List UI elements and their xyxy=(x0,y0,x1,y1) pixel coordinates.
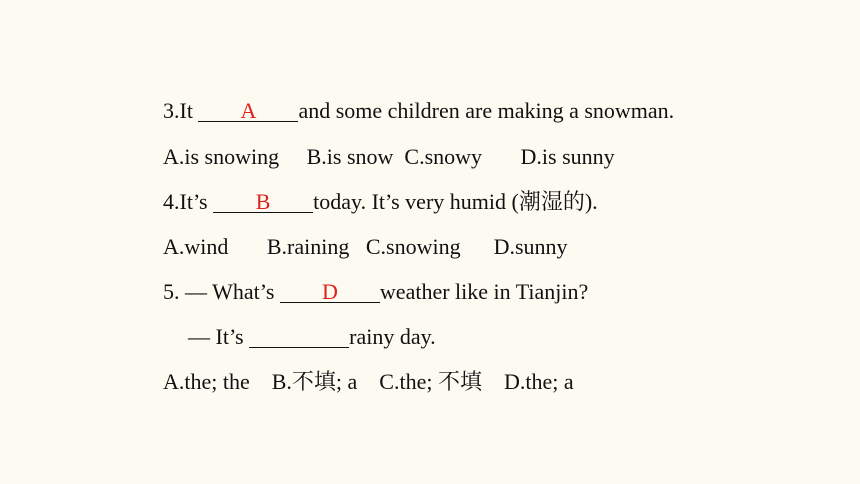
question-5-blank xyxy=(280,280,380,303)
question-4-prefix: 4.It’s xyxy=(163,189,214,214)
question-5-options: A.the; the B.不填; a C.the; 不填 D.the; a xyxy=(163,369,574,394)
question-3-stem xyxy=(163,97,674,125)
question-5-stem xyxy=(163,278,588,306)
question-4-answer: B xyxy=(255,189,271,214)
question-5-line2-suffix: rainy day. xyxy=(349,324,436,349)
question-5-line2-prefix: — It’s xyxy=(188,324,250,349)
question-4-stem xyxy=(163,188,598,216)
question-5-answer: D xyxy=(321,279,338,304)
question-4-suffix: today. It’s very humid (潮湿的). xyxy=(313,189,598,214)
question-5-prefix: 5. — What’s xyxy=(163,279,280,304)
question-4-options: A.wind B.raining C.snowing D.sunny xyxy=(163,234,568,259)
question-3-blank xyxy=(198,99,298,122)
question-4-blank xyxy=(213,190,313,213)
question-5-blank-2 xyxy=(249,325,349,348)
question-5-second-line xyxy=(188,323,436,351)
question-3-suffix: and some children are making a snowman. xyxy=(298,98,675,123)
question-3-prefix: 3.It xyxy=(163,98,199,123)
question-3-answer: A xyxy=(240,98,257,123)
question-5-suffix: weather like in Tianjin? xyxy=(379,279,589,304)
question-3-options: A.is snowing B.is snow C.snowy D.is sunny xyxy=(163,144,615,169)
